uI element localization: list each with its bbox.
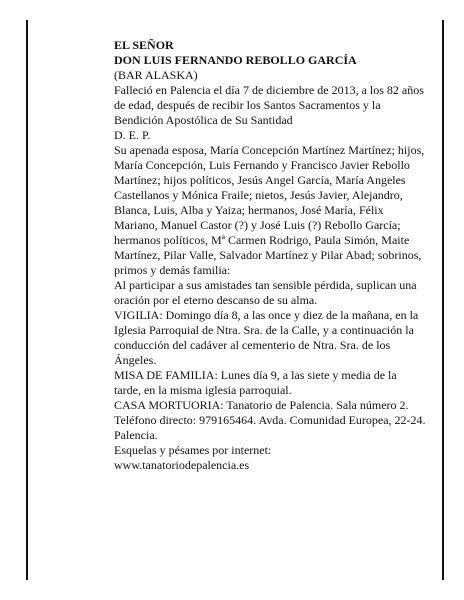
family-mass-info: MISA DE FAMILIA: Lunes día 9, a las siete y media de la tarde, en la misma iglesia parroquial. — [114, 368, 397, 397]
family-list: Su apenada esposa, María Concepción Martínez Martínez; hijos, María Concepción, Luis Fernando y Francisco Javier Rebollo Martínez; hijos políticos, Jesús Angel García, María Angeles Castellanos y Mónica Fraile; nietos, Jesús Javier, Alejandro, Blanca, Luis, Alba y Yaiza; hermanos, José María, Félix Mariano, Manuel Castor (?) y José Luis (?) Rebollo García; hermanos políticos, Mª Carmen Rodrigo, Paula Simón, Maite Martínez, Pilar Valle, Salvador Martínez y Pilar Abad; sobrinos, primos y demás familia: — [114, 143, 425, 277]
prayer-request: Al participar a sus amistades tan sensible pérdida, suplican una oración por el eterno descanso de su alma. — [114, 278, 417, 307]
obituary-notice — [114, 38, 426, 473]
alias: (BAR ALASKA) — [114, 68, 198, 82]
funeral-home-info: CASA MORTUORIA: Tanatorio de Palencia. Sala número 2. Teléfono directo: 979165464. Avda. Comunidad Europea, 22-24. Palencia. — [114, 398, 426, 442]
rip: D. E. P. — [114, 128, 151, 142]
notice-title: EL SEÑOR — [114, 38, 174, 52]
death-announcement: Falleció en Palencia el día 7 de diciembre de 2013, a los 82 años de edad, después de recibir los Santos Sacramentos y la Bendición Apostólica de Su Santidad — [114, 83, 424, 127]
deceased-name: DON LUIS FERNANDO REBOLLO GARCÍA — [114, 53, 357, 67]
website-link[interactable]: www.tanatoriodepalencia.es — [114, 458, 250, 472]
vigil-info: VIGILIA: Domingo día 8, a las once y diez de la mañana, en la Iglesia Parroquial de Ntra. Sra. de la Calle, y a continuación la conducción del cadáver al cementerio de Ntra. Sra. de los Ángeles. — [114, 308, 419, 367]
condolences-label: Esquelas y pésames por internet: — [114, 443, 272, 457]
